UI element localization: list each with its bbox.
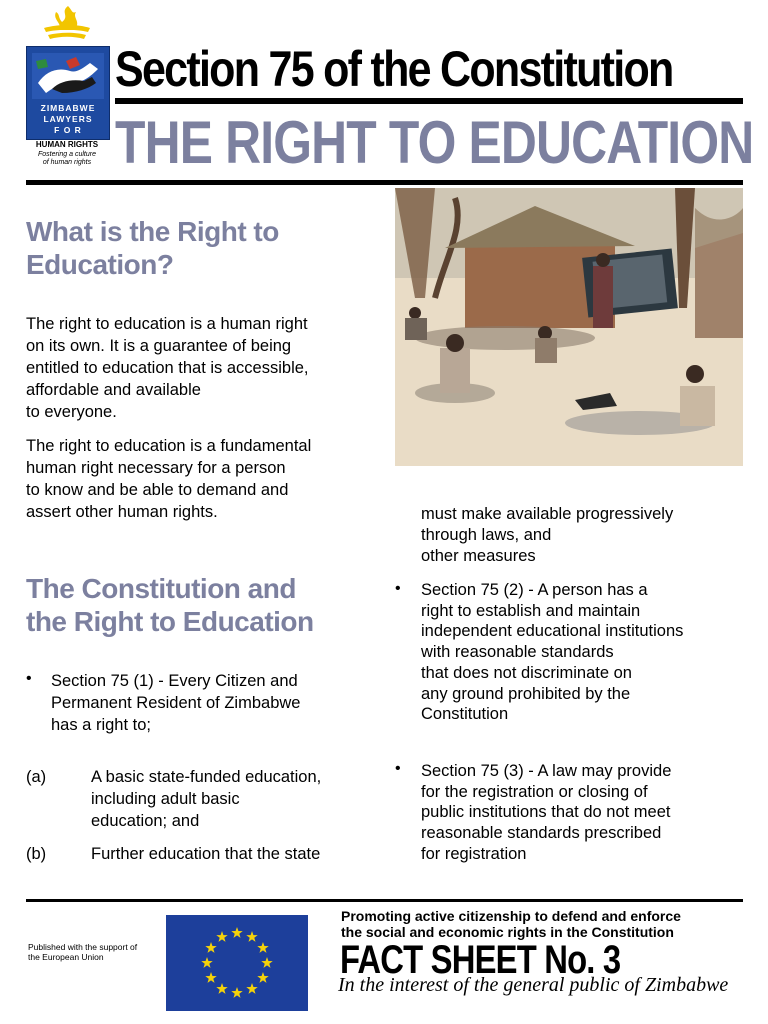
text-line: Constitution [421, 705, 509, 724]
text-line: must make available progressively [421, 505, 674, 523]
fact-sheet-number: FACT SHEET No. 3 [340, 938, 621, 982]
list-item-a [91, 766, 381, 832]
bullet-icon: • [395, 580, 401, 597]
text-line: assert other human rights. [26, 503, 218, 521]
text-line: right to establish and maintain [421, 601, 641, 620]
bullet-section-75-1 [51, 670, 381, 736]
text-line: for registration [421, 844, 527, 863]
text-line: public institutions that do not meet [421, 803, 671, 822]
text-line: on its own. It is a guarantee of being [26, 337, 292, 355]
list-label-a: (a) [26, 768, 47, 786]
text-line: Permanent Resident of Zimbabwe [51, 694, 301, 712]
heading-line: The Constitution and [26, 573, 296, 604]
text-line: Section 75 (1) - Every Citizen and [51, 672, 298, 690]
text-line: independent educational institutions [421, 622, 684, 641]
text-line: including adult basic [91, 790, 240, 808]
text-line: the European Union [28, 952, 104, 962]
footer-slogan: In the interest of the general public of Zimbabwe [338, 974, 729, 996]
heading-line: the Right to Education [26, 606, 314, 637]
text-line: The right to education is a human right [26, 315, 308, 333]
text-line: has a right to; [51, 716, 151, 734]
promo-text [341, 908, 751, 940]
bullet-icon: • [26, 670, 32, 687]
text-line: education; and [91, 812, 200, 830]
bullet-icon: • [395, 760, 401, 777]
page-subtitle: THE RIGHT TO EDUCATION [115, 109, 754, 176]
page-title: Section 75 of the Constitution [115, 41, 673, 97]
section-heading-what-is [26, 215, 366, 281]
eu-flag-icon [166, 915, 308, 1011]
published-note [28, 942, 168, 962]
text-line: The right to education is a fundamental [26, 437, 312, 455]
text-line: Promoting active citizenship to defend and enforce [341, 908, 681, 924]
text-line: affordable and available [26, 381, 201, 399]
classroom-photo [395, 188, 743, 466]
paragraph-fundamental [26, 435, 386, 523]
logo-motto-line: Fostering a culture [38, 151, 96, 158]
logo-text-line1: ZIMBABWE [40, 103, 96, 113]
text-line: A basic state-funded education, [91, 768, 322, 786]
text-line: Section 75 (3) - A law may provide [421, 762, 672, 780]
text-line: with reasonable standards [421, 643, 614, 662]
paragraph-definition [26, 313, 386, 423]
logo-tagline: HUMAN RIGHTS [35, 140, 99, 149]
text-line: other measures [421, 547, 536, 565]
list-item-b [91, 843, 381, 865]
item-b-continued [421, 504, 751, 567]
text-line: entitled to education that is accessible, [26, 359, 309, 377]
heading-line: Education? [26, 249, 174, 280]
text-line: through laws, and [421, 526, 552, 544]
text-line: the social and economic rights in the Constitution [341, 924, 674, 940]
text-line: reasonable standards prescribed [421, 824, 662, 843]
text-line: any ground prohibited by the [421, 684, 631, 703]
section-heading-constitution [26, 572, 386, 638]
bullet-section-75-2 [421, 580, 761, 725]
logo-motto [26, 151, 108, 167]
divider [26, 899, 743, 902]
logo [26, 46, 110, 140]
logo-motto-line: of human rights [42, 159, 92, 166]
logo-text-line2: LAWYERS [43, 114, 93, 124]
text-line: to everyone. [26, 403, 117, 421]
divider [26, 180, 743, 185]
flame-icon [38, 4, 94, 46]
logo-text-line3: F O R [54, 125, 82, 135]
list-label-b: (b) [26, 845, 47, 863]
text-line: for the registration or closing of [421, 782, 648, 801]
bullet-section-75-3 [421, 761, 761, 865]
text-line: Section 75 (2) - A person has a [421, 581, 648, 599]
text-line: human right necessary for a person [26, 459, 286, 477]
text-line: that does not discriminate on [421, 663, 632, 682]
divider [115, 98, 743, 104]
text-line: Further education that the state [91, 845, 321, 863]
text-line: Published with the support of [28, 942, 138, 952]
heading-line: What is the Right to [26, 216, 279, 247]
hands-icon [32, 53, 104, 99]
text-line: to know and be able to demand and [26, 481, 289, 499]
